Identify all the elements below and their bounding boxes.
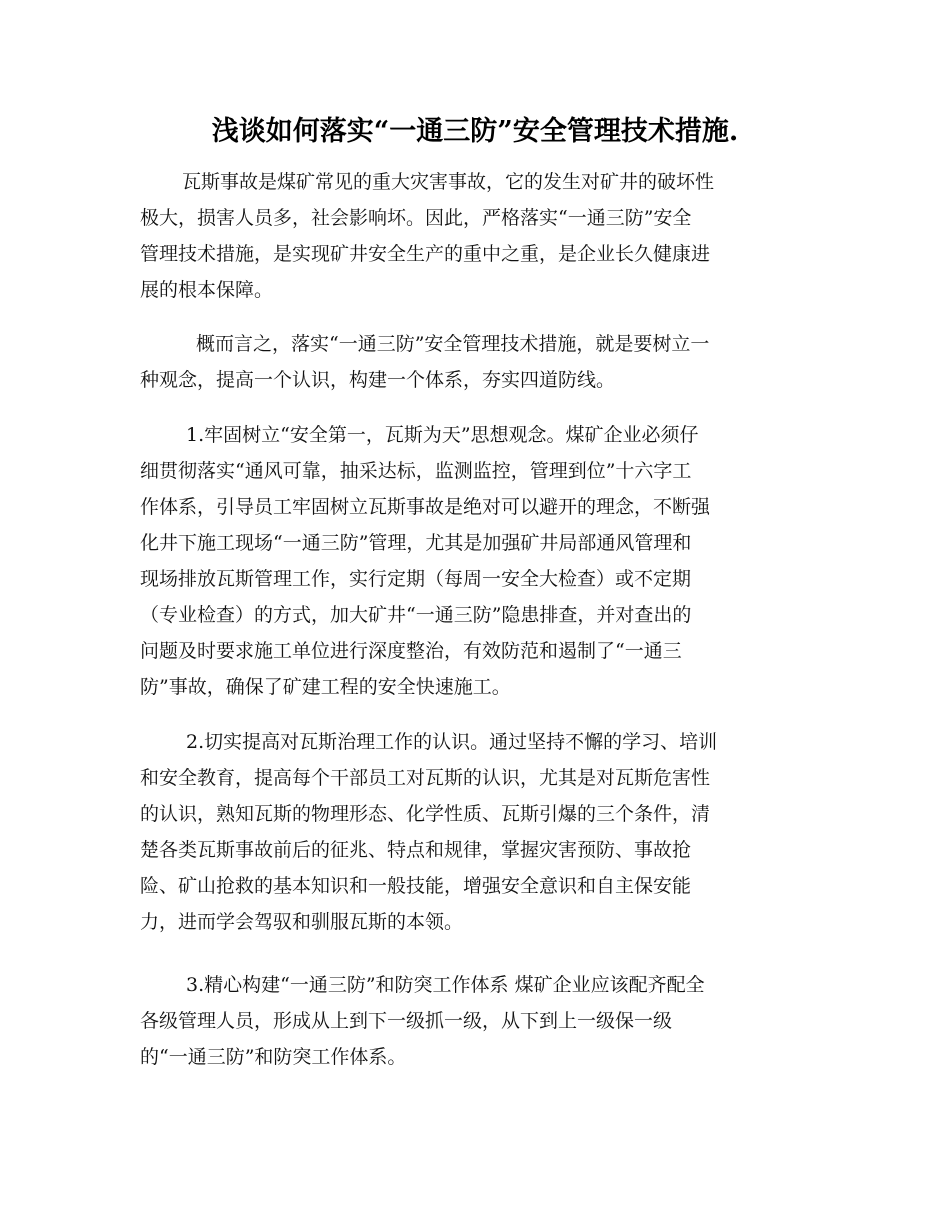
paragraph-line: 防”事故，确保了矿建工程的安全快速施工。 [140,676,511,698]
paragraph-line: 险、矿山抢救的基本知识和一般技能，增强安全意识和自主保安能 [140,875,692,897]
paragraph-line: 种观念，提高一个认识，构建一个体系，夯实四道防线。 [140,369,616,391]
document-title: 浅谈如何落实“一通三防”安全管理技术措施. [211,116,739,147]
paragraph-line: 的“一通三防”和防突工作体系。 [140,1046,407,1068]
paragraph-line: 概而言之，落实“一通三防”安全管理技术措施，就是要树立一 [196,333,710,355]
paragraph-line: 力，进而学会驾驭和驯服瓦斯的本领。 [140,911,464,933]
paragraph-line: 的认识，熟知瓦斯的物理形态、化学性质、瓦斯引爆的三个条件，清 [140,803,711,825]
paragraph-line: 现场排放瓦斯管理工作，实行定期（每周一安全大检查）或不定期 [140,568,692,590]
paragraph-line: 3.精心构建“一通三防”和防突工作体系 煤矿企业应该配齐配全 [186,974,705,996]
paragraph-line: 和安全教育，提高每个干部员工对瓦斯的认识，尤其是对瓦斯危害性 [140,767,711,789]
paragraph-line: 展的根本保障。 [140,279,274,301]
paragraph-line: 管理技术措施，是实现矿井安全生产的重中之重，是企业长久健康进 [140,243,711,265]
paragraph-line: 化井下施工现场“一通三防”管理，尤其是加强矿井局部通风管理和 [140,532,692,554]
paragraph-line: 各级管理人员，形成从上到下一级抓一级，从下到上一级保一级 [140,1010,673,1032]
paragraph-line: 问题及时要求施工单位进行深度整治，有效防范和遏制了“一通三 [140,640,682,662]
paragraph-line: 1.牢固树立“安全第一，瓦斯为天”思想观念。煤矿企业必须仔 [186,424,699,446]
paragraph-line: 瓦斯事故是煤矿常见的重大灾害事故，它的发生对矿井的破坏性 [182,171,715,193]
paragraph-line: 2.切实提高对瓦斯治理工作的认识。通过坚持不懈的学习、培训 [186,731,718,753]
paragraph-line: 楚各类瓦斯事故前后的征兆、特点和规律，掌握灾害预防、事故抢 [140,839,692,861]
paragraph-line: 极大，损害人员多，社会影响坏。因此，严格落实“一通三防”安全 [140,207,692,229]
paragraph-line: 细贯彻落实“通风可靠，抽采达标，监测监控，管理到位”十六字工 [140,460,692,482]
paragraph-line: （专业检查）的方式，加大矿井“一通三防”隐患排查，并对查出的 [140,604,692,626]
paragraph-line: 作体系，引导员工牢固树立瓦斯事故是绝对可以避开的理念，不断强 [140,496,711,518]
